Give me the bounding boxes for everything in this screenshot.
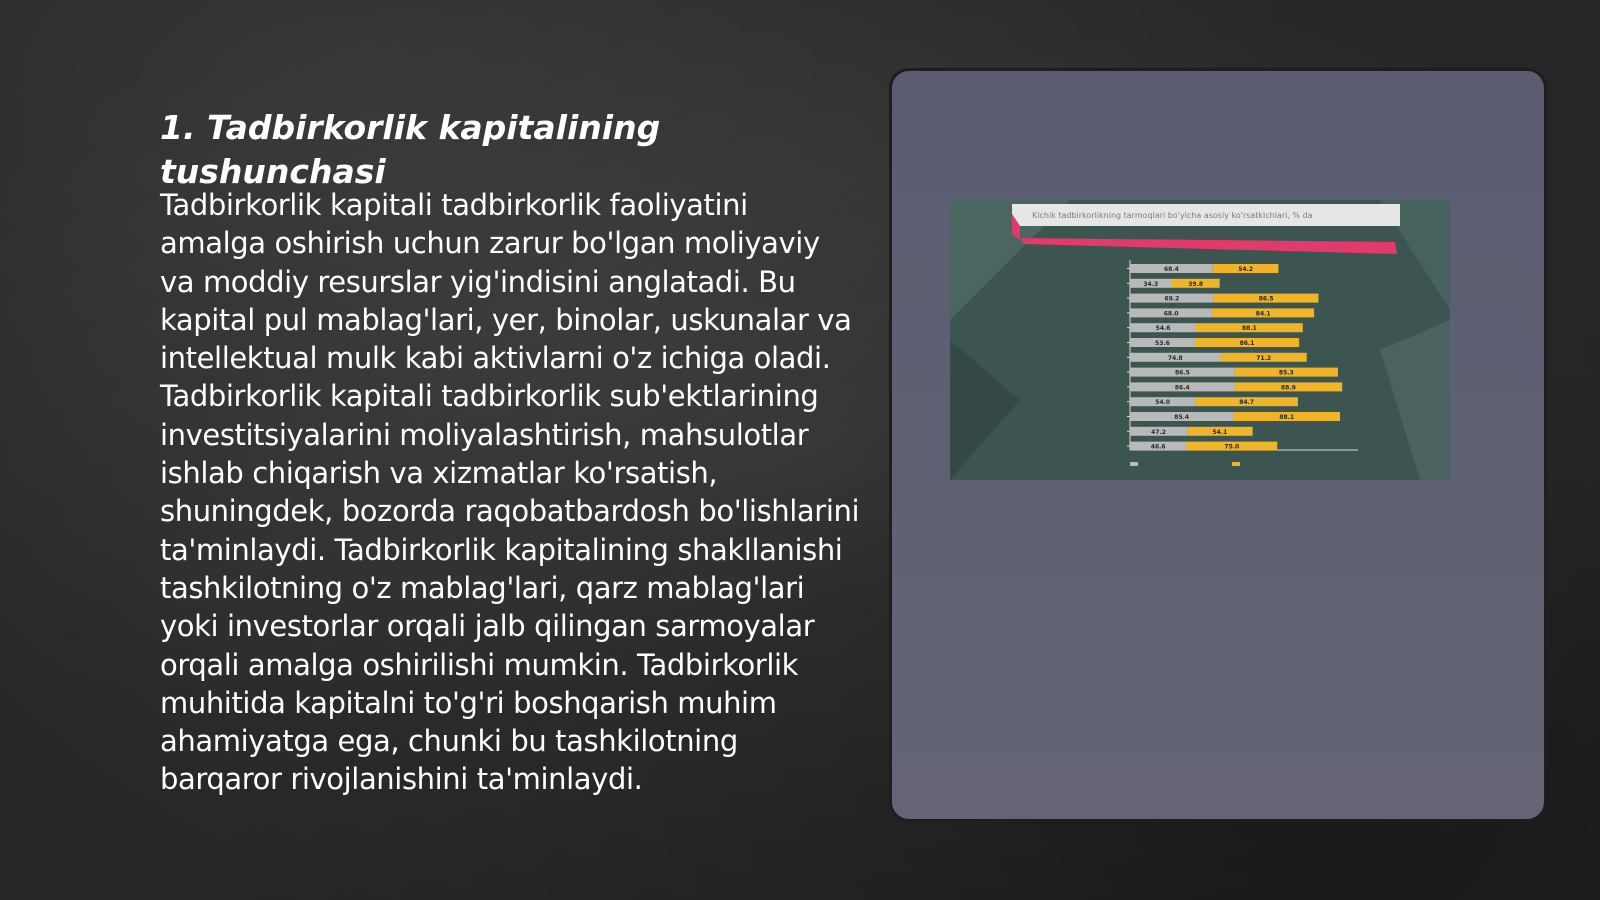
bar-value-label: 88.9 <box>1280 384 1296 392</box>
bar-value-label: 75.0 <box>1224 443 1240 451</box>
bar-value-label: 54.2 <box>1238 266 1254 273</box>
bar-value-label: 88.1 <box>1279 414 1295 421</box>
bar-value-label: 86.5 <box>1174 369 1190 377</box>
bar-value-label: 85.3 <box>1278 369 1294 377</box>
bar-value-label: 86.1 <box>1239 340 1255 347</box>
decor-shape <box>1380 320 1450 480</box>
bar-value-label: 39.8 <box>1188 280 1204 288</box>
bar-value-label: 71.2 <box>1256 354 1272 362</box>
bar-value-label: 54.1 <box>1212 428 1228 436</box>
slide-body-text: Tadbirkorlik kapitali tadbirkorlik faoliyatini amalga oshirish uchun zarur bo'lgan moliyaviy va moddiy resurslar yig'indisini anglatadi. Bu kapital pul mablag'lari, yer, binolar, uskunalar va intellektual mulk kabi aktivlarni o'z ichiga oladi. Tadbirkorlik kapitali tadbirkorlik sub'ektlarining investitsiyalarini moliyalashtirish, mahsulotlar ishlab chiqarish va xizmatlar ko'rsatish, shuningdek, bozorda raqobatbardosh bo'lishlarini ta'minlaydi. Tadbirkorlik kapitalining shakllanishi tashkilotning o'z mablag'lari, qarz mablag'lari yoki investorlar orqali jalb qilingan sarmoyalar orqali amalga oshirilishi mumkin. Tadbirkorlik muhitida kapitalni to'g'ri boshqarish muhim ahamiyatga ega, chunki bu tashkilotning barqaror rivojlanishini ta'minlaydi. <box>160 188 860 797</box>
bar-value-label: 86.5 <box>1258 295 1274 303</box>
bar-value-label: 68.4 <box>1163 266 1179 273</box>
bar-value-label: 88.1 <box>1242 325 1257 333</box>
slide-title: 1. Tadbirkorlik kapitalining tushunchasi <box>160 108 661 191</box>
legend-swatch-yellow <box>1232 462 1240 466</box>
chart-image <box>950 200 1450 480</box>
legend-swatch-grey <box>1130 462 1138 466</box>
decor-shape <box>950 340 1020 480</box>
chart-title: Kichik tadbirkorlikning tarmoqlari bo'yicha asosiy ko'rsatkichlari, % da <box>1032 211 1313 220</box>
bar-value-label: 34.3 <box>1143 280 1159 288</box>
bar-value-label: 54.0 <box>1155 399 1171 407</box>
bar-value-label: 84.1 <box>1255 310 1271 318</box>
bar-value-label: 54.6 <box>1155 325 1171 333</box>
bar-value-label: 47.2 <box>1151 428 1166 436</box>
bar-value-label: 53.6 <box>1155 340 1170 347</box>
bar-value-label: 69.2 <box>1164 295 1180 303</box>
bar-value-label: 84.7 <box>1239 399 1255 407</box>
bar-value-label: 86.4 <box>1174 384 1190 392</box>
chart-ribbon <box>1020 238 1397 254</box>
bar-chart <box>950 200 1450 480</box>
bar-value-label: 74.8 <box>1167 354 1183 362</box>
bar-value-label: 85.4 <box>1174 414 1190 421</box>
bar-value-label: 46.6 <box>1150 443 1166 451</box>
chart-bars <box>1127 264 1342 451</box>
bar-value-label: 68.0 <box>1163 310 1179 318</box>
